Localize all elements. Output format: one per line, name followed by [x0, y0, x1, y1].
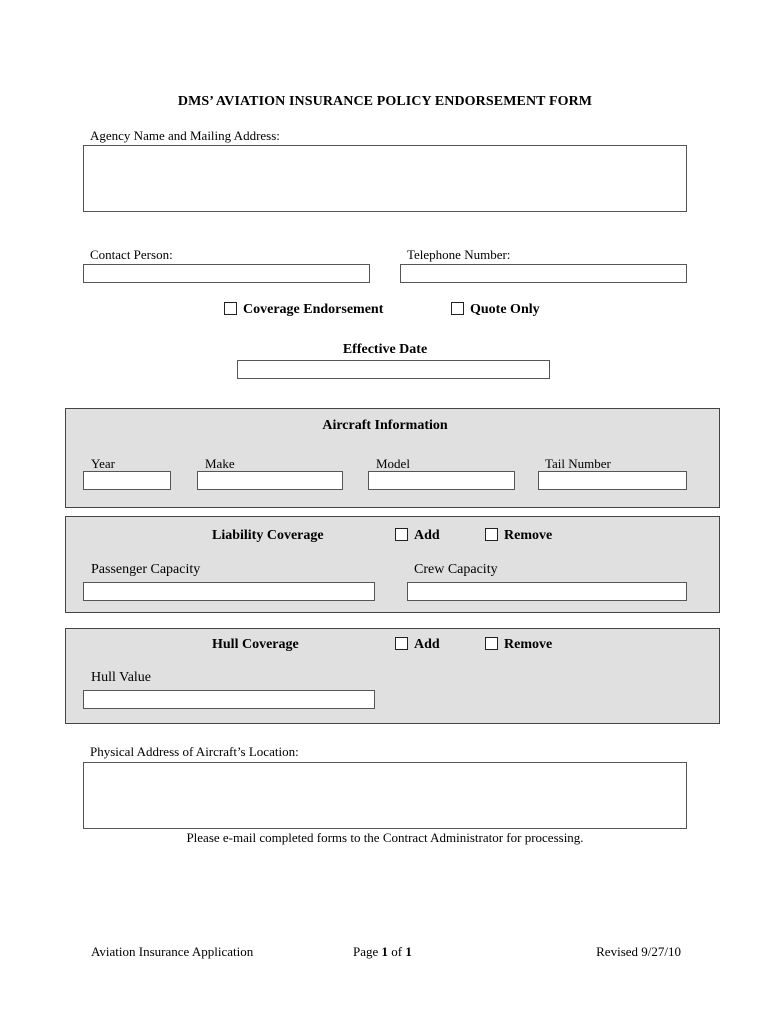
hull-add-label: Add [414, 637, 440, 652]
coverage-endorsement-label: Coverage Endorsement [243, 302, 384, 317]
make-field[interactable] [197, 471, 343, 490]
hull-value-label: Hull Value [91, 670, 152, 685]
page-prefix: Page [353, 944, 382, 959]
model-field[interactable] [368, 471, 515, 490]
make-label: Make [205, 456, 235, 471]
quote-only-option[interactable] [451, 302, 540, 318]
model-label: Model [376, 456, 410, 471]
liability-remove-checkbox[interactable] [485, 528, 498, 541]
tail-number-field[interactable] [538, 471, 687, 490]
contact-label: Contact Person: [90, 247, 173, 262]
footer-title: Aviation Insurance Application [91, 944, 254, 959]
hull-add-option[interactable] [395, 637, 440, 653]
liability-remove-option[interactable] [485, 528, 552, 544]
location-label: Physical Address of Aircraft’s Location: [90, 744, 299, 759]
revised-date: Revised 9/27/10 [596, 944, 681, 959]
aircraft-location-field[interactable] [83, 762, 687, 829]
hull-remove-option[interactable] [485, 637, 552, 653]
coverage-endorsement-option[interactable] [224, 302, 383, 318]
passenger-capacity-field[interactable] [83, 582, 375, 601]
aircraft-info-heading: Aircraft Information [322, 418, 448, 433]
quote-only-checkbox[interactable] [451, 302, 464, 315]
liability-add-label: Add [414, 528, 440, 543]
page-total: 1 [405, 944, 412, 959]
form-title: DMS’ AVIATION INSURANCE POLICY ENDORSEMENT FORM [177, 94, 593, 109]
page-current: 1 [381, 944, 389, 959]
hull-coverage-heading: Hull Coverage [212, 637, 299, 652]
hull-value-field[interactable] [83, 690, 375, 709]
agency-label: Agency Name and Mailing Address: [90, 128, 280, 143]
hull-add-checkbox[interactable] [395, 637, 408, 650]
quote-only-label: Quote Only [470, 302, 540, 317]
coverage-endorsement-checkbox[interactable] [224, 302, 237, 315]
liability-add-checkbox[interactable] [395, 528, 408, 541]
tail-number-label: Tail Number [545, 456, 611, 471]
agency-address-field[interactable] [83, 145, 687, 212]
liability-remove-label: Remove [504, 528, 553, 543]
crew-capacity-field[interactable] [407, 582, 687, 601]
crew-capacity-label: Crew Capacity [414, 562, 498, 577]
liability-coverage-heading: Liability Coverage [212, 528, 324, 543]
year-field[interactable] [83, 471, 171, 490]
hull-coverage-panel [65, 628, 720, 724]
passenger-capacity-label: Passenger Capacity [91, 562, 201, 577]
page-of: of [388, 944, 406, 959]
effective-date-label: Effective Date [342, 342, 428, 357]
hull-remove-checkbox[interactable] [485, 637, 498, 650]
page-indicator [353, 944, 412, 960]
liability-add-option[interactable] [395, 528, 440, 544]
phone-label: Telephone Number: [407, 247, 511, 262]
year-label: Year [91, 456, 115, 471]
instructions-text: Please e-mail completed forms to the Contract Administrator for processing. [186, 830, 584, 845]
effective-date-field[interactable] [237, 360, 550, 379]
telephone-field[interactable] [400, 264, 687, 283]
contact-person-field[interactable] [83, 264, 370, 283]
hull-remove-label: Remove [504, 637, 553, 652]
